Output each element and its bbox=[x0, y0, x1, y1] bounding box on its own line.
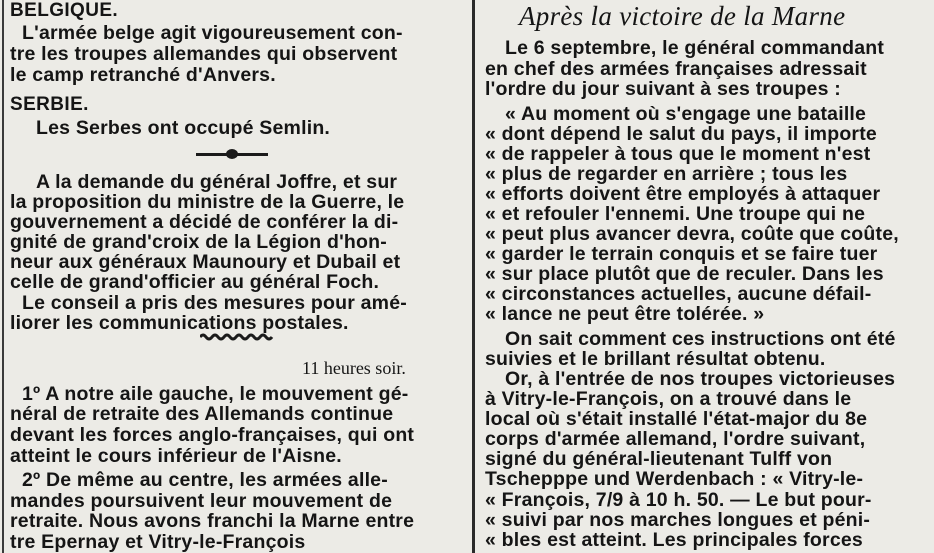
quote-line: « de rappeler à tous que le moment n'est bbox=[485, 143, 871, 165]
text-line: liorer les communications postales. bbox=[10, 312, 349, 334]
right-column bbox=[485, 0, 930, 553]
text-line: Le conseil a pris des mesures pour amé- bbox=[22, 292, 407, 314]
text-line: en chef des armées françaises adressait bbox=[485, 58, 867, 80]
text-line: 2º De même au centre, les armées alle- bbox=[22, 469, 388, 491]
text-line: tre Epernay et Vitry-le-François bbox=[10, 531, 306, 553]
text-line: L'armée belge agit vigoureusement con- bbox=[22, 22, 403, 44]
text-line: Tschepppe und Werdenbach : « Vitry-le- bbox=[485, 468, 864, 490]
text-line: le camp retranché d'Anvers. bbox=[10, 64, 276, 86]
article-title: Après la victoire de la Marne bbox=[519, 1, 846, 31]
text-line: neur aux généraux Maunoury et Dubail et bbox=[10, 251, 401, 273]
quote-line: « sur place plutôt que de reculer. Dans les bbox=[485, 263, 884, 285]
text-line: celle de grand'officier au général Foch. bbox=[10, 271, 380, 293]
text-line: signé du général-lieutenant Tulff von bbox=[485, 448, 833, 470]
text-line: corps d'armée allemand, l'ordre suivant, bbox=[485, 428, 866, 450]
quote-line: « garder le terrain conquis et se faire tuer bbox=[485, 243, 878, 265]
column-rule bbox=[472, 0, 475, 553]
text-line: local où s'était installé l'état-major du 8e bbox=[485, 408, 868, 430]
section-divider-ornament bbox=[226, 149, 238, 159]
text-line: Le 6 septembre, le général commandant bbox=[505, 37, 885, 59]
quote-line: « lance ne peut être tolérée. » bbox=[485, 303, 765, 325]
quote-line: « et refouler l'ennemi. Une troupe qui ne bbox=[485, 203, 866, 225]
text-line: néral de retraite des Allemands continue bbox=[10, 403, 394, 425]
heading-serbie: SERBIE. bbox=[10, 94, 89, 115]
quote-line: « dont dépend le salut du pays, il importe bbox=[485, 123, 877, 145]
text-line: « bles est atteint. Les principales forces bbox=[485, 529, 863, 551]
text-line: 1º A notre aile gauche, le mouvement gé- bbox=[22, 383, 409, 405]
text-line: gouvernement a décidé de conférer la di- bbox=[10, 211, 399, 233]
text-line: l'ordre du jour suivant à ses troupes : bbox=[485, 78, 841, 100]
quote-line: « Au moment où s'engage une bataille bbox=[505, 103, 867, 125]
quote-line: « plus de regarder en arrière ; tous les bbox=[485, 163, 848, 185]
time-stamp: 11 heures soir. bbox=[302, 358, 406, 378]
quote-line: « efforts doivent être employés à attaquer bbox=[485, 183, 881, 205]
text-line: « suivi par nos marches longues et péni- bbox=[485, 509, 871, 531]
quote-line: « peut plus avancer devra, coûte que coûte, bbox=[485, 223, 899, 245]
left-edge-rule bbox=[2, 0, 4, 553]
text-line: devant les forces anglo-françaises, qui ont bbox=[10, 424, 415, 446]
text-line: Les Serbes ont occupé Semlin. bbox=[36, 117, 331, 139]
text-line: atteint le cours inférieur de l'Aisne. bbox=[10, 445, 342, 467]
text-line: à Vitry-le-François, on a trouvé dans le bbox=[485, 388, 852, 410]
text-line: Or, à l'entrée de nos troupes victorieuses bbox=[505, 368, 896, 390]
text-line: « François, 7/9 à 10 h. 50. — Le but pour- bbox=[485, 489, 872, 511]
text-line: gnité de grand'croix de la Légion d'hon- bbox=[10, 231, 387, 253]
text-line: tre les troupes allemandes qui observent bbox=[10, 43, 398, 65]
text-line: retraite. Nous avons franchi la Marne entre bbox=[10, 510, 415, 532]
text-line: la proposition du ministre de la Guerre, le bbox=[10, 191, 405, 213]
ornamental-divider bbox=[200, 333, 274, 341]
left-column bbox=[10, 0, 468, 553]
quote-line: « circonstances actuelles, aucune défail- bbox=[485, 283, 872, 305]
text-line: suivies et le brillant résultat obtenu. bbox=[485, 348, 826, 370]
text-line: A la demande du général Joffre, et sur bbox=[36, 171, 398, 193]
text-line: mandes poursuivent leur mouvement de bbox=[10, 490, 393, 512]
heading-belgique: BELGIQUE. bbox=[10, 0, 119, 21]
text-line: On sait comment ces instructions ont été bbox=[505, 328, 896, 350]
